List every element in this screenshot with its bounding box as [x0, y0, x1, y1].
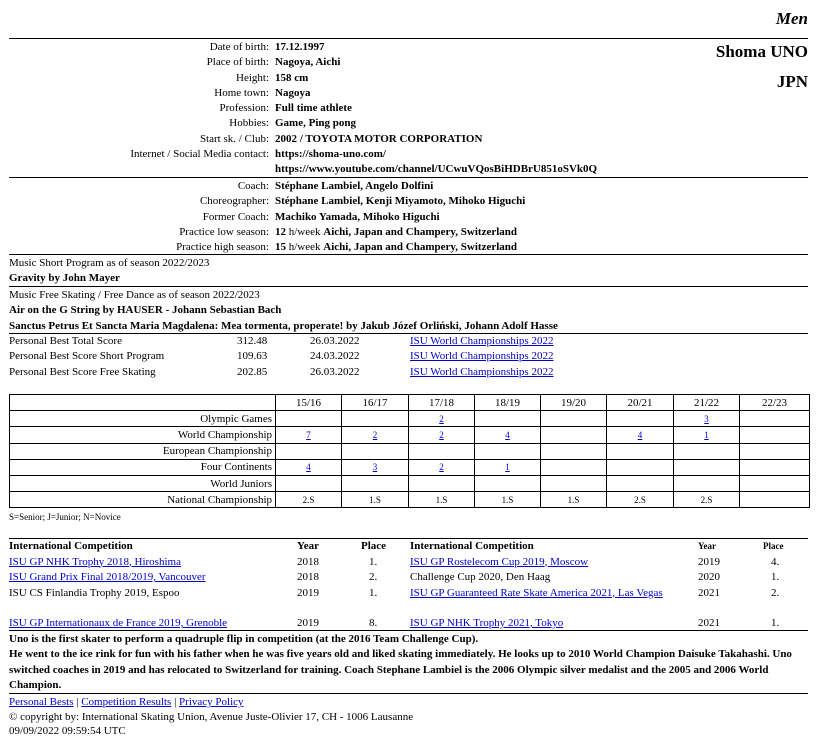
- competition-place: 1.: [369, 586, 378, 599]
- pb-label: Personal Best Score Short Program: [9, 350, 165, 363]
- result-link[interactable]: 1: [704, 429, 709, 440]
- result-cell: [475, 443, 541, 459]
- results-row: [10, 427, 810, 443]
- info-row-profession: [9, 101, 709, 116]
- result-cell: 2.S: [607, 492, 674, 508]
- info-label: Home town:: [214, 86, 269, 99]
- pb-score: 312.48: [237, 335, 268, 347]
- info-row-birthplace: [9, 55, 709, 70]
- competition-year: 2021: [698, 617, 720, 629]
- choreographer-value: Stéphane Lambiel, Kenji Miyamoto, Mihoko Higuchi: [275, 195, 526, 208]
- info-value: 2002 / TOYOTA MOTOR CORPORATION: [275, 132, 483, 145]
- personal-info: [9, 40, 709, 178]
- result-cell: [276, 459, 342, 475]
- year-header: Year: [698, 541, 716, 551]
- competition-header: International Competition: [9, 540, 133, 552]
- place-header: Place: [361, 540, 387, 552]
- practice-high-unit: h/week: [286, 241, 324, 254]
- event-name: Four Continents: [10, 459, 276, 475]
- result-cell: [541, 443, 607, 459]
- result-link[interactable]: 3: [372, 462, 378, 473]
- results-corner-cell: [10, 395, 276, 411]
- competition-link[interactable]: ISU GP Internationaux de France 2019, Grenoble: [9, 617, 228, 629]
- result-cell: [475, 459, 541, 475]
- info-label: Date of birth:: [209, 41, 269, 53]
- competition-place: 1.: [771, 571, 780, 583]
- music-fs-piece: Sanctus Petrus Et Sancta Maria Magdalena: Mea tormenta, properate! by Jakub Józef Orliński, Johann Adolf Hasse: [9, 319, 558, 332]
- result-link[interactable]: 4: [637, 429, 643, 440]
- result-link[interactable]: 1: [505, 462, 510, 473]
- coaching-section: [9, 177, 808, 255]
- result-cell: [674, 411, 740, 427]
- event-name: World Juniors: [10, 475, 276, 491]
- results-legend: S=Senior; J=Junior; N=Novice: [9, 512, 121, 522]
- footer-separator: |: [171, 696, 180, 708]
- pb-event-link[interactable]: ISU World Championships 2022: [410, 350, 554, 363]
- practice-low-label: Practice low season:: [179, 225, 269, 238]
- result-cell: [475, 427, 541, 443]
- competition-place: 2.: [771, 586, 780, 599]
- bio-paragraph: He went to the ice rink for fun with his father when he was five years old and liked skating immediately. He looks up to 2010 World Champion Daisuke Takahashi. Uno switched coaches in 2019 and has relocated to Switzerland for training. Coach Stephane Lambiel is the 2006 Olympic silver medalist and the 2005 and 2006 World Champion.: [9, 648, 792, 691]
- music-free-skating: [9, 286, 808, 334]
- results-header-row: [10, 395, 810, 411]
- event-name: National Championship: [10, 492, 276, 508]
- competition-place: 8.: [369, 617, 378, 629]
- season-header: 19/20: [541, 395, 607, 411]
- season-header: 20/21: [607, 395, 674, 411]
- season-header: 16/17: [342, 395, 409, 411]
- info-label: Profession:: [219, 102, 269, 115]
- result-link[interactable]: 2: [439, 429, 444, 440]
- season-header: 22/23: [740, 395, 810, 411]
- result-cell: [475, 411, 541, 427]
- results-row: [10, 411, 810, 427]
- result-cell: [541, 475, 607, 491]
- personal-bests: [9, 333, 808, 380]
- pb-event-link[interactable]: ISU World Championships 2022: [410, 365, 554, 378]
- info-row-internet-2: [9, 162, 709, 177]
- info-label: Internet / Social Media contact:: [130, 148, 269, 161]
- bio-paragraph: Uno is the first skater to perform a quadruple flip in competition (at the 2016 Team Challenge Cup).: [9, 633, 479, 645]
- footer-link-privacy-policy[interactable]: Privacy Policy: [179, 696, 244, 708]
- competition-name: ISU CS Finlandia Trophy 2019, Espoo: [9, 586, 180, 599]
- practice-low-unit: h/week: [286, 225, 324, 238]
- former-coach-row: [9, 210, 808, 225]
- result-cell: [541, 459, 607, 475]
- competition-year: 2019: [698, 555, 720, 568]
- results-row: [10, 475, 810, 491]
- footer: [9, 693, 808, 739]
- info-row-hobbies: [9, 116, 709, 131]
- competition-year: 2019: [297, 586, 319, 599]
- result-cell: [607, 443, 674, 459]
- footer-link-competition-results[interactable]: Competition Results: [81, 696, 172, 708]
- coach-label: Coach:: [237, 180, 269, 192]
- result-cell: [740, 443, 810, 459]
- info-value: Nagoya: [275, 86, 311, 99]
- competition-header: International Competition: [410, 540, 534, 552]
- competition-name: Challenge Cup 2020, Den Haag: [410, 571, 551, 583]
- season-header: 21/22: [674, 395, 740, 411]
- pb-label: Personal Best Total Score: [9, 335, 122, 347]
- result-cell: [342, 411, 409, 427]
- result-cell: [541, 427, 607, 443]
- competition-year: 2019: [297, 617, 319, 629]
- biography: [9, 630, 808, 693]
- info-value: Full time athlete: [275, 102, 352, 115]
- info-label: Place of birth:: [206, 56, 269, 69]
- practice-high-hours: 15: [275, 241, 286, 254]
- pb-date: 26.03.2022: [310, 365, 360, 378]
- footer-copyright: © copyright by: International Skating Union, Avenue Juste-Olivier 17, CH - 1006 Lausanne: [9, 710, 414, 723]
- results-row: [10, 459, 810, 475]
- international-competitions: [9, 538, 808, 631]
- pb-score: 202.85: [237, 365, 268, 378]
- result-cell: [541, 411, 607, 427]
- year-header: Year: [297, 540, 319, 552]
- competition-place: 4.: [771, 555, 780, 568]
- practice-low-row: [9, 225, 808, 240]
- competition-year: 2018: [297, 555, 319, 568]
- result-link[interactable]: 4: [505, 429, 510, 440]
- result-cell: [276, 427, 342, 443]
- skater-name: Shoma UNO: [715, 42, 808, 61]
- result-cell: [342, 427, 409, 443]
- result-cell: [342, 459, 409, 475]
- result-cell: [674, 475, 740, 491]
- practice-low-location: Aichi, Japan and Champery, Switzerland: [323, 225, 518, 238]
- event-name: Olympic Games: [10, 411, 276, 427]
- music-fs-heading: Music Free Skating / Free Dance as of season 2022/2023: [9, 289, 260, 301]
- former-coach-label: Former Coach:: [202, 210, 269, 223]
- result-cell: 1.S: [342, 492, 409, 508]
- result-cell: 2.S: [674, 492, 740, 508]
- result-cell: 2.S: [276, 492, 342, 508]
- result-cell: [674, 459, 740, 475]
- result-cell: [740, 492, 810, 508]
- result-cell: [276, 475, 342, 491]
- info-value: 17.12.1997: [275, 41, 325, 53]
- competition-place: 1.: [771, 617, 780, 629]
- result-cell: 1.S: [475, 492, 541, 508]
- info-row-hometown: [9, 86, 709, 101]
- info-label: [9, 162, 275, 177]
- music-short-program: [9, 254, 808, 287]
- result-link[interactable]: 2: [439, 462, 444, 473]
- result-cell: [409, 475, 475, 491]
- top-divider: [9, 38, 808, 39]
- competition-link[interactable]: ISU Grand Prix Final 2018/2019, Vancouver: [9, 571, 206, 583]
- competition-link[interactable]: ISU GP NHK Trophy 2021, Tokyo: [410, 617, 564, 629]
- music-sp-piece: Gravity by John Mayer: [9, 272, 120, 285]
- season-header: 18/19: [475, 395, 541, 411]
- info-row-height: [9, 71, 709, 86]
- practice-high-location: Aichi, Japan and Champery, Switzerland: [323, 241, 518, 254]
- info-row-internet: [9, 147, 709, 162]
- result-link[interactable]: 4: [306, 462, 311, 473]
- result-cell: [740, 411, 810, 427]
- competition-year: 2021: [698, 586, 720, 599]
- result-cell: [607, 427, 674, 443]
- result-cell: [409, 411, 475, 427]
- result-cell: [409, 443, 475, 459]
- result-cell: [276, 411, 342, 427]
- result-cell: [342, 443, 409, 459]
- pb-date: 26.03.2022: [310, 335, 360, 347]
- info-row-club: [9, 132, 709, 147]
- pb-date: 24.03.2022: [310, 350, 360, 363]
- result-cell: 1.S: [541, 492, 607, 508]
- competition-link[interactable]: ISU GP NHK Trophy 2018, Hiroshima: [9, 555, 181, 568]
- footer-link-personal-bests[interactable]: Personal Bests: [9, 696, 74, 708]
- result-link[interactable]: 2: [439, 413, 444, 424]
- result-cell: [409, 427, 475, 443]
- competition-place: 1.: [369, 555, 378, 568]
- results-row: [10, 492, 810, 508]
- info-value: Nagoya, Aichi: [275, 56, 341, 69]
- competition-link[interactable]: ISU GP Guaranteed Rate Skate America 2021, Las Vegas: [410, 586, 663, 599]
- results-row: [10, 443, 810, 459]
- result-cell: [740, 427, 810, 443]
- result-cell: [740, 475, 810, 491]
- pb-row-short: [9, 349, 808, 364]
- result-cell: [674, 443, 740, 459]
- info-value: Game, Ping pong: [275, 117, 356, 130]
- result-cell: 1.S: [409, 492, 475, 508]
- competition-year: 2020: [698, 571, 720, 583]
- result-cell: [740, 459, 810, 475]
- info-label: Hobbies:: [229, 117, 269, 130]
- event-name: European Championship: [10, 443, 276, 459]
- result-link[interactable]: 3: [704, 413, 709, 424]
- result-cell: [409, 459, 475, 475]
- info-row-birthdate: [9, 40, 709, 55]
- info-label: Height:: [236, 71, 269, 84]
- choreographer-label: Choreographer:: [199, 195, 269, 208]
- practice-high-label: Practice high season:: [176, 241, 269, 254]
- info-value: 158 cm: [275, 71, 309, 84]
- coach-row: [9, 179, 808, 194]
- championship-results-table: [9, 394, 810, 508]
- result-cell: [607, 411, 674, 427]
- result-cell: [607, 459, 674, 475]
- info-value: https://shoma-uno.com/: [275, 148, 386, 161]
- competition-year: 2018: [297, 571, 319, 583]
- pb-row-free: [9, 365, 808, 380]
- footer-links: [9, 695, 808, 710]
- practice-low-hours: 12: [275, 225, 286, 238]
- pb-score: 109.63: [237, 350, 268, 363]
- result-cell: [475, 475, 541, 491]
- skater-nation: JPN: [776, 72, 808, 91]
- info-label: Start sk. / Club:: [199, 132, 269, 145]
- result-cell: [342, 475, 409, 491]
- place-header: Place: [763, 541, 784, 551]
- season-header: 17/18: [409, 395, 475, 411]
- event-name: World Championship: [10, 427, 276, 443]
- result-link[interactable]: 7: [306, 429, 311, 440]
- pb-label: Personal Best Score Free Skating: [9, 365, 156, 378]
- result-cell: [674, 427, 740, 443]
- music-fs-piece: Air on the G String by HAUSER - Johann Sebastian Bach: [9, 304, 282, 317]
- result-cell: [276, 443, 342, 459]
- music-sp-heading: Music Short Program as of season 2022/2023: [9, 257, 210, 269]
- result-link[interactable]: 2: [372, 429, 378, 440]
- competition-place: 2.: [369, 571, 378, 583]
- pb-event-link[interactable]: ISU World Championships 2022: [410, 335, 554, 347]
- season-header: 15/16: [276, 395, 342, 411]
- result-cell: [607, 475, 674, 491]
- footer-separator: |: [73, 696, 82, 708]
- pb-row-total: [9, 334, 808, 349]
- coach-value: Stéphane Lambiel, Angelo Dolfini: [275, 180, 434, 192]
- footer-timestamp: 09/09/2022 09:59:54 UTC: [9, 725, 126, 737]
- former-coach-value: Machiko Yamada, Mihoko Higuchi: [275, 210, 440, 223]
- competition-link[interactable]: ISU GP Rostelecom Cup 2019, Moscow: [410, 555, 589, 568]
- info-value: https://www.youtube.com/channel/UCwuVQosBiHDBrU851oSVk0Q: [275, 163, 598, 176]
- choreographer-row: [9, 194, 808, 209]
- category-label: Men: [775, 9, 808, 28]
